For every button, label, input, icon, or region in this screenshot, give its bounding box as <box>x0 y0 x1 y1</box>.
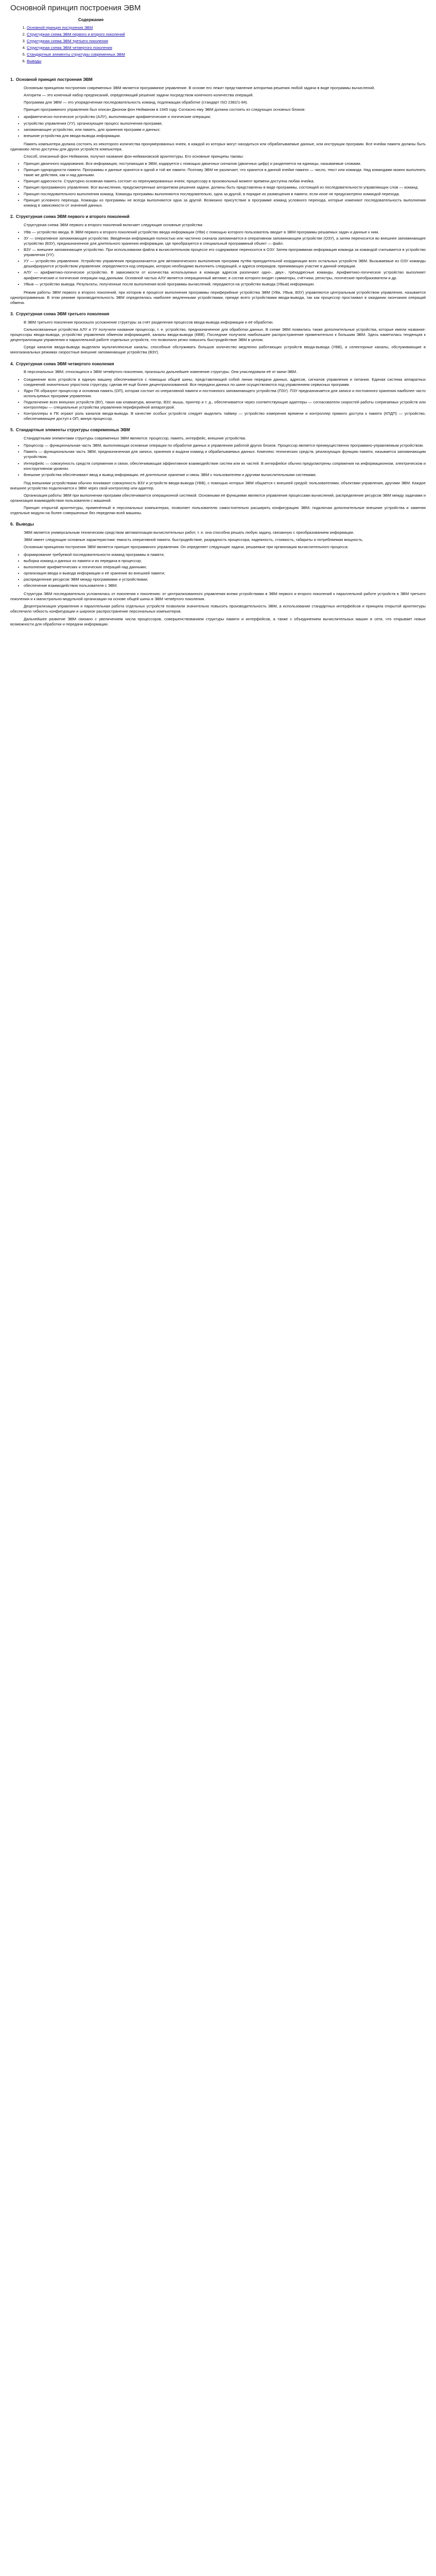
section-heading <box>10 428 426 433</box>
document-section <box>10 428 426 516</box>
section-number: 3. <box>10 312 14 317</box>
section-number: 1. <box>10 77 14 82</box>
bullet-list <box>10 443 426 478</box>
page-title: Основной принцип построения ЭВМ <box>10 4 141 12</box>
bullet-item: • организация ввода и вывода информации и её хранение во внешней памяти; <box>24 571 426 576</box>
paragraph: Алгоритм — это конечный набор предписаний, определяющий решение задачи посредством конечного количества операций. <box>24 93 254 98</box>
section-number: 6. <box>10 522 14 527</box>
bullet-item: • ЗУ — оперативное запоминающее устройство. Введённая информация полностью или частично сначала запоминается в оперативном запоминающем устройстве (ОЗУ), а затем переносится во внешнее запоминающее устройство (ВЗУ), предназначенное для длительного хранения информации, где преобразуется в специальный программный объект — файл. <box>24 236 426 246</box>
document-section <box>10 77 426 208</box>
section-title-text: Структурная схема ЭВМ первого и второго поколений <box>15 214 130 219</box>
toc-link[interactable]: Структурная схема ЭВМ четвертого поколения <box>27 45 112 50</box>
paragraph: Основным принципом построения ЭВМ является принцип программного управления. Он определяет следующие задачи, решаемые при организации вычислительного процесса: <box>24 545 348 550</box>
bullet-item: • внешние устройства для ввода-вывода информации. <box>24 133 426 139</box>
bullet-item: • ВЗУ — внешнее запоминающее устройство. При использовании файла в вычислительном процессе его содержимое переносится в ОЗУ. Затем программная информация команда за командой считывается в устройство управления (УУ). <box>24 247 426 258</box>
toc-link[interactable]: Структурная схема ЭВМ первого и второго поколений <box>27 31 125 37</box>
bullet-list <box>10 161 426 208</box>
bullet-item: • Принцип двоичного кодирования. Вся информация, поступающая в ЭВМ, кодируется с помощью двоичных сигналов (двоичных цифр) и разделяется на единицы, называемые словами. <box>24 161 426 166</box>
bullet-item: • выполнение арифметических и логических операций над данными; <box>24 565 426 570</box>
table-of-contents <box>19 18 426 64</box>
paragraph: Дальнейшее развитие ЭВМ связано с увеличением числа процессоров, совершенствованием структуры памяти и интерфейсов, а также с объединением вычислительных машин в сети, что открывает новые возможности для обработки и передачи информации. <box>10 616 426 626</box>
bullet-list <box>10 230 426 287</box>
paragraph: ЭВМ имеет следующие основные характеристики: емкость оперативной памяти, быстродействие, разрядность процессора, надежность, стоимость, габариты и потребляемая мощность. <box>24 537 363 543</box>
document-page <box>0 0 436 641</box>
paragraph: Способ, описанный фон Нейманом, получил название фон-неймановской архитектуры. Его основные принципы таковы: <box>24 154 244 159</box>
section-heading <box>10 362 426 367</box>
bullet-item: • Контроллеры в ПК играют роль каналов ввода-вывода. В качестве особых устройств следует выделить таймер — устройство измерения времени и контроллер прямого доступа к памяти (КПДП) — устройство, обеспечивающее доступ к ОП, минуя процессор. <box>24 411 426 421</box>
toc-item <box>27 32 426 37</box>
paragraph: В ЭВМ третьего поколения произошло усложнение структуры за счёт разделения процессов ввода-вывода информации и её обработки. <box>24 319 274 325</box>
section-title-text: Выводы <box>15 522 34 527</box>
bullet-item: • Подключение всех внешних устройств (ВУ), таких как клавиатура, монитор, ВЗУ, мышь, принтер и т. д., обеспечивается через соответствующие адаптеры — согласователи скоростей работы сопрягаемых устройств или контроллеры — специальные устройства управления периферийной аппаратурой. <box>24 400 426 410</box>
toc-link[interactable]: Стандартные элементы структуры современных ЭВМ <box>27 52 125 57</box>
bullet-list <box>10 114 426 138</box>
paragraph: Память компьютера должна состоять из некоторого количества пронумерованных ячеек, в каждой из которых могут находиться или обрабатываемые данные, или инструкции программ. Все ячейки памяти должны быть одинаково легко доступны для других устройств компьютера. <box>10 141 426 151</box>
paragraph: Режим работы ЭВМ первого и второго поколений, при котором в процессе выполнения программы периферийные устройства ЭВМ (УВв, УВыв, ВЗУ) управляются центральным устройством управления, называется однопрограммным. В этом режиме производительность ЭВМ определялась наиболее медленными устройствами, прежде всего устройствами ввода-вывода, так как процессор простаивал в ожидании окончания операций обмена. <box>10 290 426 305</box>
toc-item <box>27 45 426 50</box>
paragraph: ЭВМ является универсальным техническим средством автоматизации вычислительных работ, т. е. она способна решать любую задачу, связанную с преобразованием информации. <box>24 530 355 535</box>
paragraph: Под внешними устройствами обычно понимают совокупность ВЗУ и устройств ввода-вывода (УВВ), с помощью которых ЭВМ общается с внешней средой: пользователями, объектами управления, другими ЭВМ. Каждое внешнее устройство подключается к ЭВМ через свой контроллер или адаптер. <box>10 480 426 490</box>
paragraph: Среди каналов ввода-вывода выделяли мультиплексные каналы, способные обслуживать большое количество медленно работающих устройств ввода-вывода (УВВ), и селекторные каналы, обслуживающие в многоканальных режимах скоростные внешние запоминающие устройства (ВЗУ). <box>10 345 426 355</box>
bullet-item: • выборка команд и данных из памяти и их передача в процессор; <box>24 558 426 564</box>
bullet-item: • Принцип последовательного выполнения команд. Команды программы выполняются последовательно, одна за другой, в порядке их размещения в памяти, если иное не предусмотрено командой перехода. <box>24 192 426 197</box>
bullet-item: • Соединение всех устройств в единую машину обеспечивается с помощью общей шины, представляющей собой линии передачи данных, адресов, сигналов управления и питания. Единая система аппаратных соединений значительно упростила структуру, сделав её ещё более децентрализованной. Все передачи данных по шине осуществляются под управлением сервисных программ. <box>24 377 426 387</box>
document-section <box>10 362 426 422</box>
document-section <box>10 312 426 355</box>
section-title-text: Структурная схема ЭВМ третьего поколения <box>15 312 110 317</box>
paragraph: Структурная схема ЭВМ первого и второго поколений включает следующие основные устройства: <box>24 222 203 227</box>
section-title-text: Основной принцип построения ЭВМ <box>15 77 93 82</box>
toc-item <box>27 52 426 57</box>
paragraph: Сильносвязанные устройства АЛУ и УУ получили название процессор, т. е. устройство, предназначенное для обработки данных. В схеме ЭВМ появились также дополнительные устройства, которые имели название: процессоры ввода-вывода, устройство управления обменом информацией, каналы ввода-вывода (КВВ). Последние получили наибольшее распространение применительно к большим ЭВМ. Здесь наметилась тенденция к децентрализации управления и параллельной работе отдельных устройств, что позволило резко повысить быстродействие ЭВМ в целом. <box>10 327 426 343</box>
bullet-item: • УВыв — устройство вывода. Результаты, полученные после выполнения всей программы вычислений, передаются на устройство вывода (УВыв) информации. <box>24 282 426 287</box>
bullet-item: • устройство управления (УУ), организующее процесс выполнения программ; <box>24 121 426 126</box>
toc-heading: Содержание <box>78 17 104 22</box>
bullet-item: • обеспечение взаимодействия пользователя с ЭВМ. <box>24 583 426 588</box>
bullet-item: • Процессор — функциональная часть ЭВМ, выполняющая основные операции по обработке данных и управлению работой других блоков. Процессор является преимущественно программно-управляемым устройством. <box>24 443 426 448</box>
section-title-text: Стандартные элементы структуры современных ЭВМ <box>15 428 130 433</box>
toc-link[interactable]: Основной принцип построения ЭВМ <box>27 25 93 30</box>
section-title-text: Структурная схема ЭВМ четвертого поколения <box>15 361 114 366</box>
document-section <box>10 522 426 626</box>
bullet-item: • Ядро ПК образуют процессор и основная память (ОП), которая состоит из оперативной памяти и постоянного запоминающего устройства (ПЗУ). ПЗУ предназначается для записи и постоянного хранения наиболее часто используемых программ управления. <box>24 388 426 399</box>
paragraph: Принцип программного управления был описан Джоном фон Нейманом в 1945 году. Согласно ему ЭВМ должна состоять из следующих основных блоков: <box>24 107 306 112</box>
toc-item <box>27 39 426 44</box>
section-number: 2. <box>10 214 14 219</box>
paragraph: Основным принципом построения современных ЭВМ является программное управление. В основе его лежит представление алгоритма решения любой задачи в виде программы вычислений. <box>24 86 375 91</box>
bullet-item: • Внешние устройства обеспечивают ввод и вывод информации, её длительное хранение и связь ЭВМ с пользователем и другими вычислительными системами. <box>24 472 426 478</box>
toc-item <box>27 25 426 30</box>
section-number: 5. <box>10 428 14 433</box>
toc-link[interactable]: Выводы <box>27 59 42 64</box>
section-heading <box>10 522 426 528</box>
paragraph: Децентрализация управления и параллельная работа отдельных устройств позволили значительно повысить производительность ЭВМ, а использование стандартных интерфейсов и принципа открытой архитектуры обеспечило гибкость конфигурации и широкое распространение персональных компьютеров. <box>10 604 426 614</box>
section-number: 4. <box>10 361 14 366</box>
paragraph: Программа для ЭВМ — это упорядоченная последовательность команд, подлежащая обработке (стандарт ISO 2382/1-84). <box>24 100 248 105</box>
bullet-item: • формирование требуемой последовательности команд программы в памяти; <box>24 552 426 557</box>
document-body <box>10 77 426 627</box>
section-heading <box>10 77 426 83</box>
bullet-item: • Принцип адресности. Структурно основная память состоит из перенумерованных ячеек; процессору в произвольный момент времени доступна любая ячейка. <box>24 179 426 184</box>
paragraph: Стандартными элементами структуры современных ЭВМ являются: процессор, память, интерфейс, внешние устройства. <box>24 436 247 441</box>
bullet-item: • Интерфейс — совокупность средств сопряжения и связи, обеспечивающая эффективное взаимодействие систем или их частей. В интерфейсе обычно предусмотрены сопряжения на информационном, электрическом и конструктивном уровнях. <box>24 461 426 471</box>
bullet-item: • УВв — устройство ввода. В ЭВМ первого и второго поколений устройство ввода информации (УВв) с помощью которого пользователь вводит в ЭВМ программы решаемых задач и данные к ним. <box>24 230 426 235</box>
bullet-item: • Память — функциональная часть ЭВМ, предназначенная для записи, хранения и выдачи команд и обрабатываемых данных. Комплекс технических средств, реализующих функцию памяти, называется запоминающим устройством. <box>24 449 426 460</box>
bullet-list <box>10 377 426 422</box>
paragraph: В персональных ЭВМ, относящихся к ЭВМ четвёртого поколения, произошло дальнейшее изменение структуры. Они унаследовали её от мини-ЭВМ. <box>24 369 298 375</box>
bullet-list <box>10 552 426 589</box>
bullet-item: • арифметическо-логическое устройство (АЛУ), выполняющее арифметические и логические операции; <box>24 114 426 120</box>
paragraph: Структура ЭВМ последовательно усложнялась от поколения к поколению: от централизованного управления всеми устройствами в ЭВМ первого и второго поколений к параллельной работе устройств в ЭВМ третьего поколения и к магистрально-модульной организации на основе общей шины в ЭВМ четвёртого поколения. <box>10 591 426 602</box>
document-section <box>10 214 426 306</box>
section-heading <box>10 312 426 317</box>
paragraph: Принцип открытой архитектуры, применённый в персональных компьютерах, позволяет пользователю самостоятельно расширять конфигурацию ЭВМ, подключая дополнительные внешние устройства и заменяя отдельные модули на более совершенные без переделки всей машины. <box>10 505 426 516</box>
bullet-item: • Принцип условного перехода. Команды из программы не всегда выполняются одна за другой. Возможно присутствие в программе команд условного перехода, которые изменяют последовательность выполнения команд в зависимости от значений данных. <box>24 198 426 208</box>
bullet-item: • Принцип однородности памяти. Программы и данные хранятся в одной и той же памяти. Поэтому ЭВМ не различает, что хранится в данной ячейке памяти — число, текст или команда. Над командами можно выполнять такие же действия, как и над данными. <box>24 167 426 178</box>
bullet-item: • УУ — устройство управления. Устройство управления предназначается для автоматического выполнения программ путём принудительной координации всех остальных устройств ЭВМ. Вызываемые из ОЗУ команды дешифрируются устройством управления: определяются код операции, которую необходимо выполнить следующей, и адреса операндов, принимающих участие в данной операции. <box>24 259 426 269</box>
bullet-item: • АЛУ — арифметико-логическое устройство. В зависимости от количества используемых в команде адресов различают одно-, двух-, трёхадресные команды. Арифметико-логическое устройство выполняет арифметические и логические операции над данными. Основной частью АЛУ является операционный автомат, в состав которого входят сумматоры, счётчики, регистры, логические преобразователи и др. <box>24 270 426 280</box>
toc-item <box>27 59 426 64</box>
bullet-item: • распределение ресурсов ЭВМ между программами и устройствами; <box>24 577 426 582</box>
bullet-item: • запоминающее устройство, или память, для хранения программ и данных; <box>24 127 426 132</box>
toc-list <box>19 25 426 64</box>
toc-link[interactable]: Структурная схема ЭВМ третьего поколения <box>27 38 108 43</box>
section-heading <box>10 214 426 220</box>
paragraph: Организация работы ЭВМ при выполнении программ обеспечивается операционной системой. Основными её функциями являются управление процессами вычислений, распределение ресурсов ЭВМ между задачами и организация взаимодействия пользователя с машиной. <box>10 493 426 503</box>
bullet-item: • Принцип программного управления. Все вычисления, предусмотренные алгоритмом решения задачи, должны быть представлены в виде программы, состоящей из последовательности управляющих слов — команд. <box>24 185 426 190</box>
